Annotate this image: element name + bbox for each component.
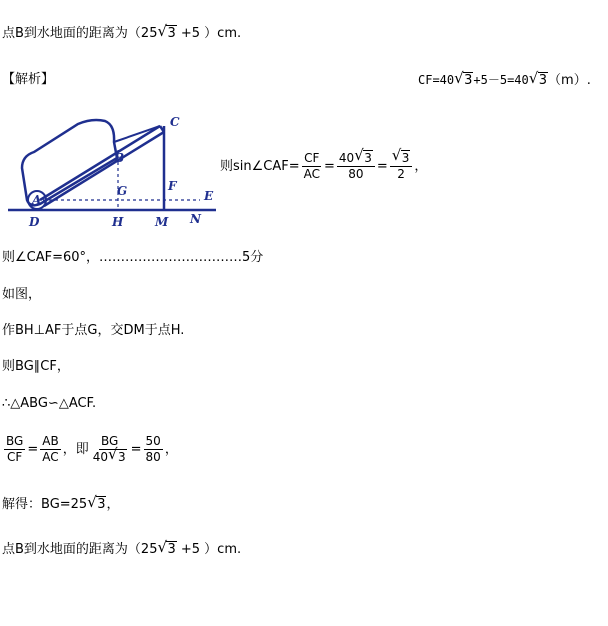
fraction: $\frac{BG}{40√ 3}$ [91, 434, 129, 465]
geometry-diagram [0, 108, 230, 233]
ratio-equation: $\frac{BG}{CF}$ = $\frac{AB}{AC}$ ，即 $\frac{BG}{40√ 3}$ = $\frac{50}{80}$ ， [2, 433, 178, 467]
bottom-answer-line: 点B到水地面的距离为（25√ 3 +5 ）cm. [2, 541, 241, 559]
label-e: E [204, 189, 214, 203]
label-m: M [155, 215, 169, 229]
sin-equation: 则sin∠CAF= $\frac{CF}{AC}$ = $\frac{40√ 3}{80}$ = √ $\frac{3}{2}$ ， [220, 150, 427, 184]
lid-segment-edge [44, 132, 164, 206]
label-a: A [32, 193, 42, 207]
text: +5 ）cm. [180, 26, 242, 41]
label-c: C [170, 115, 180, 129]
top-answer-line [2, 25, 241, 43]
fraction: $\frac{CF}{AC}$ [303, 151, 321, 181]
fraction: $\frac{40√ 3}{80}$ [337, 151, 375, 182]
rutu-line: 如图， [2, 287, 42, 302]
fraction: $\frac{50}{80}$ [145, 434, 161, 464]
angle-result-line: 则∠CAF=60°，……………………………5分 [2, 250, 264, 265]
fraction: $\frac{AB}{AC}$ [42, 434, 59, 464]
fraction: √ $\frac{3}{2}$ [390, 151, 413, 182]
parallel-line: 则BG∥CF， [2, 359, 70, 374]
fraction: $\frac{BG}{CF}$ [6, 434, 24, 464]
construction-line: 作BH⊥AF于点G，交DM于点H. [2, 323, 185, 338]
label-b: B [114, 151, 125, 165]
text: 点B到水地面的距离为（25 [2, 26, 158, 41]
label-d: D [29, 215, 40, 229]
solve-line: 解得：BG=25√ 3， [2, 496, 120, 514]
label-h: H [112, 215, 124, 229]
cf-equation: CF=40√ 3+5－5=40√ 3（m）. [418, 71, 591, 90]
label-g: G [117, 184, 128, 198]
label-n: N [190, 212, 201, 226]
analysis-heading: 【解析】 [2, 72, 55, 87]
label-f: F [168, 179, 177, 193]
similar-line: ∴△ABG∽△ACF. [2, 396, 97, 411]
sqrt: √ 3 [157, 25, 176, 43]
